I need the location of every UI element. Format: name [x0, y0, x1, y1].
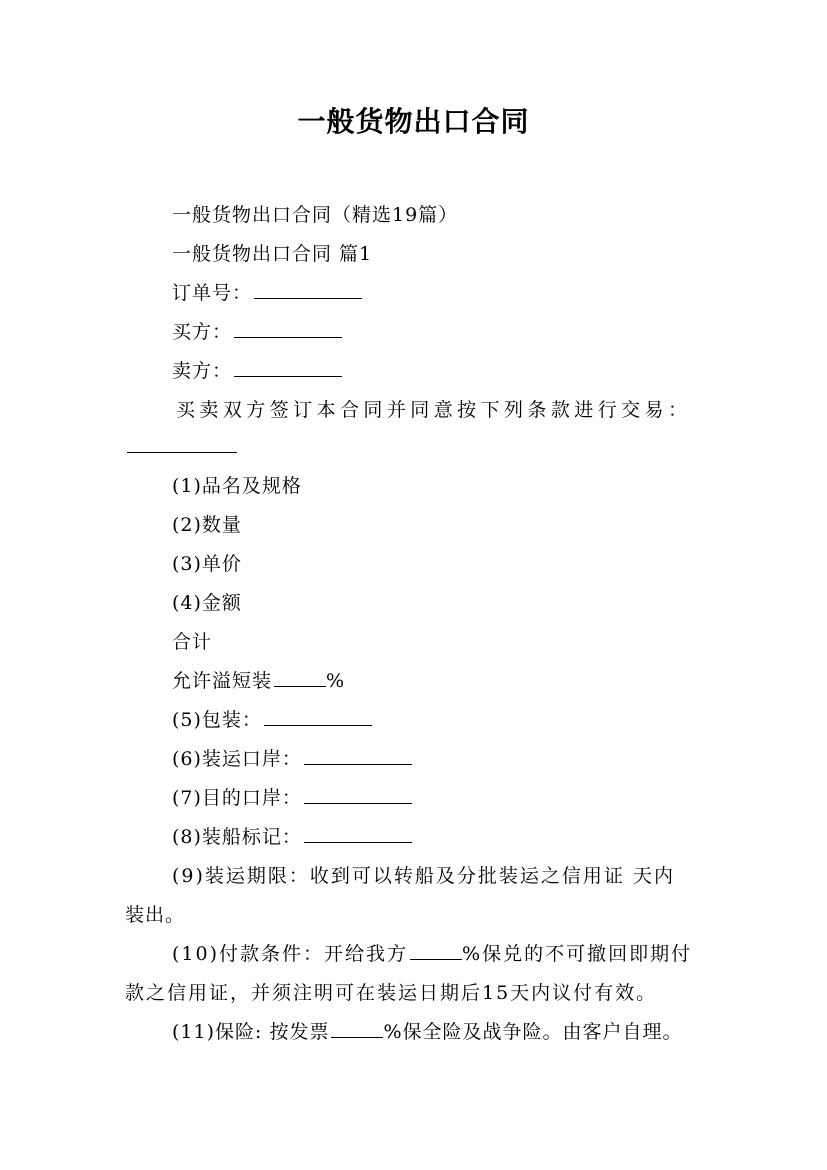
order-number-blank: [254, 280, 362, 299]
seller-label: 卖方：: [172, 360, 233, 382]
document-title: 一般货物出口合同: [297, 105, 530, 138]
intro-line: 买卖双方签订本合同并同意按下列条款进行交易：: [176, 399, 691, 421]
item-8-line: [172, 822, 412, 849]
item-10-blank: [410, 941, 462, 960]
item-10-part-b: %保兑的不可撤回即期付: [462, 943, 693, 965]
item-11-blank: [331, 1019, 383, 1038]
item-10-part-a: (10)付款条件：开给我方: [172, 943, 409, 965]
tolerance-blank: [274, 668, 326, 687]
seller-blank: [234, 358, 342, 377]
item-7-blank: [304, 785, 412, 804]
document-subtitle: 一般货物出口合同（精选19篇）: [172, 204, 459, 226]
item-5-label: (5)包装：: [172, 709, 262, 731]
item-6-label: (6)装运口岸：: [172, 748, 302, 770]
item-11-part-a: (11)保险: 按发票: [172, 1021, 330, 1043]
order-number-line: [172, 278, 362, 305]
tolerance-label: 允许溢短装: [172, 670, 273, 692]
item-5-blank: [264, 707, 372, 726]
total-line: 合计: [172, 631, 213, 653]
item-9-line-2: 装出。: [125, 904, 186, 926]
buyer-line: [172, 317, 342, 344]
seller-line: [172, 356, 342, 383]
item-8-label: (8)装船标记：: [172, 826, 302, 848]
item-6-line: [172, 744, 412, 771]
item-7-label: (7)目的口岸：: [172, 787, 302, 809]
order-number-label: 订单号：: [172, 282, 253, 304]
item-11-line: [172, 1017, 683, 1044]
tolerance-suffix: %: [326, 670, 346, 692]
intro-blank: [127, 452, 237, 453]
item-10-line-1: [172, 939, 692, 966]
item-6-blank: [304, 746, 412, 765]
item-11-part-b: %保全险及战争险。由客户自理。: [383, 1021, 683, 1043]
section-heading: 一般货物出口合同 篇1: [172, 243, 373, 265]
tolerance-line: [172, 666, 345, 693]
item-4: (4)金额: [172, 592, 242, 614]
item-10-line-2: 款之信用证，并须注明可在装运日期后15天内议付有效。: [125, 982, 658, 1004]
item-8-blank: [304, 824, 412, 843]
buyer-blank: [234, 319, 342, 338]
item-1: (1)品名及规格: [172, 475, 302, 497]
item-5-line: [172, 705, 372, 732]
item-9-line-1: (9)装运期限：收到可以转船及分批装运之信用证 天内: [172, 865, 675, 887]
buyer-label: 买方：: [172, 321, 233, 343]
item-7-line: [172, 783, 412, 810]
item-2: (2)数量: [172, 514, 242, 536]
item-3: (3)单价: [172, 553, 242, 575]
